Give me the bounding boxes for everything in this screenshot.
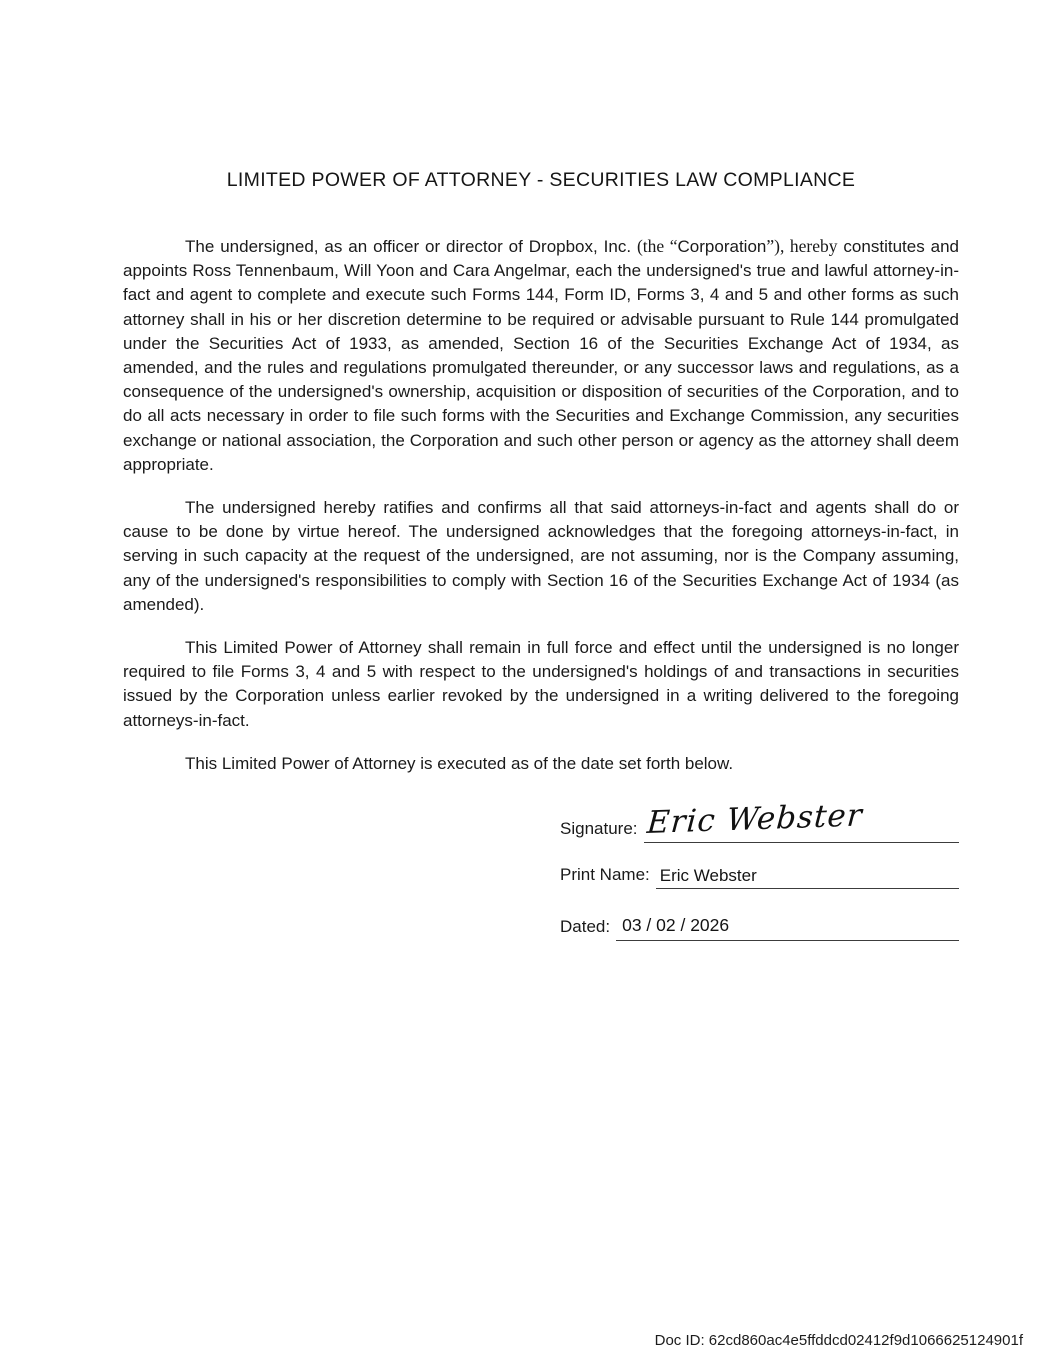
print-name-row <box>560 849 959 889</box>
signature-line <box>644 799 960 843</box>
signature-handwritten-value: Eric Webster <box>645 797 864 842</box>
print-name-label: Print Name: <box>560 865 650 884</box>
signature-row <box>560 797 959 843</box>
signature-label: Signature: <box>560 819 638 838</box>
print-name-value: Eric Webster <box>656 866 959 889</box>
paragraph-appointment-rest: constitutes and appoints Ross Tennenbaum, Will Yoon and Cara Angelmar, each the undersigned's true and lawful attorney-in-fact and agent to complete and execute such Forms 144, Form ID, Forms 3, 4 and 5 and other forms as such attorney shall in his or her discretion determine to be required or advisable pursuant to Rule 144 promulgated under the Securities Act of 1933, as amended, Section 16 of the Securities Exchange Act of 1934, as amended, and the rules and regulations promulgated thereunder, or any successor laws and regulations, as a consequence of the undersigned's ownership, acquisition or disposition of securities of the Corporation, and to do all acts necessary in order to file such forms with the Securities and Exchange Commission, any securities exchange or national association, the Corporation and such other person or agency as the attorney shall deem appropriate. <box>123 237 959 474</box>
dated-label: Dated: <box>560 917 611 936</box>
document-body <box>123 234 959 795</box>
paragraph-appointment <box>123 234 959 477</box>
paragraph-ratification: The undersigned hereby ratifies and confirms all that said attorneys-in-fact and agents shall do or cause to be done by virtue hereof. The undersigned acknowledges that the foregoing attorneys-in-fact, in serving in such capacity at the request of the undersigned, are not assuming, nor is the Company assuming, any of the undersigned's responsibilities to comply with Section 16 of the Securities Exchange Act of 1934 (as amended). <box>123 498 959 614</box>
paragraph-appointment-intro: The undersigned, as an officer or director of Dropbox, Inc. <box>185 237 637 256</box>
paragraph-appointment-corporation: Corporation <box>677 237 767 256</box>
paragraph-duration: This Limited Power of Attorney shall remain in full force and effect until the undersigned is no longer required to file Forms 3, 4 and 5 with respect to the undersigned's holdings of and transactions in securities issued by the Corporation unless earlier revoked by the undersigned in a writing delivered to the foregoing attorneys-in-fact. <box>123 638 959 730</box>
dated-row <box>560 900 959 941</box>
document-title: LIMITED POWER OF ATTORNEY - SECURITIES LAW COMPLIANCE <box>226 169 856 191</box>
dated-value: 03 / 02 / 2026 <box>616 915 959 941</box>
doc-id-footer: Doc ID: 62cd860ac4e5ffddcd02412f9d1066625124901f <box>654 1332 1023 1349</box>
paragraph-appointment-serif-open: (the “ <box>636 236 678 256</box>
paragraph-appointment-serif-close: ”), hereby <box>766 236 838 256</box>
paragraph-execution: This Limited Power of Attorney is executed as of the date set forth below. <box>185 753 734 773</box>
